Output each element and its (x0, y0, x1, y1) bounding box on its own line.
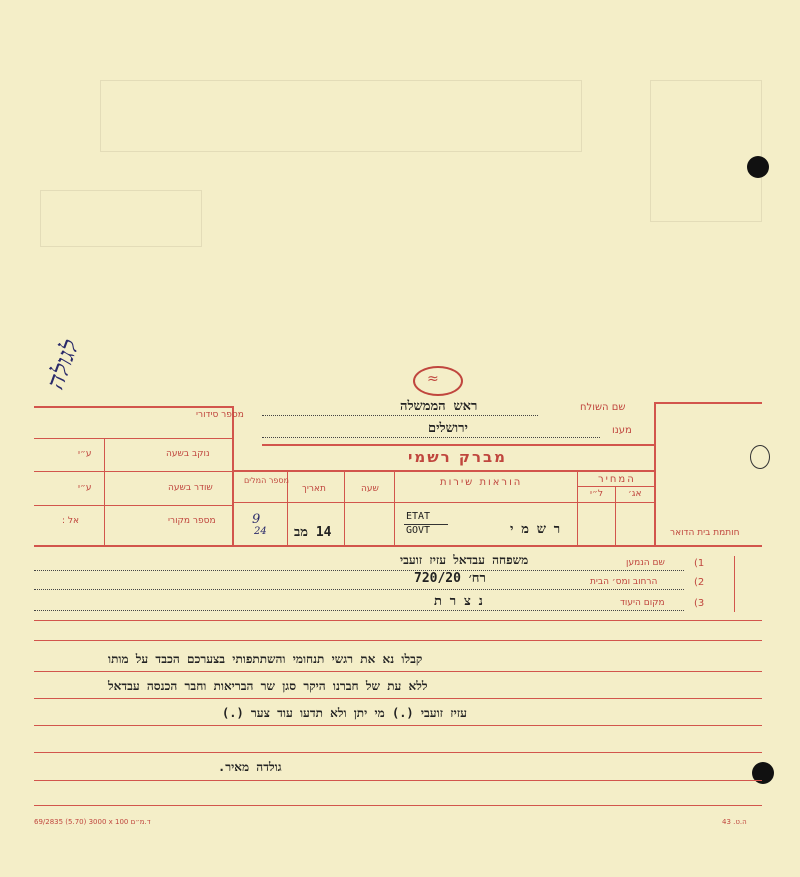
date-value: 14 מב (294, 525, 332, 540)
footer-left: 69/2835 (5.70) 3000 x 100 ד.מ״ם (34, 818, 151, 826)
deliver-label: נוקב בשעה (166, 449, 210, 459)
grid-line (34, 438, 232, 439)
num-3: 3) (694, 598, 705, 609)
govt-value: GOVT (406, 525, 431, 536)
by-label: ע״י (78, 449, 92, 459)
sender-line (262, 415, 538, 416)
address-label: מענו (612, 425, 632, 436)
by-label: ע״י (78, 483, 92, 493)
sender-label: שם השולח (580, 402, 626, 413)
price-label: המחיר (598, 474, 636, 485)
message-line-2: ללא עת של חברנו היקר סגן שר הבריאות וחבר הכנסה עבדאל (108, 679, 428, 693)
recipient-label: שם הנמען (626, 558, 665, 568)
sent-label: שודר בשעה (168, 483, 213, 493)
words-count-label: מספר המלים (244, 476, 289, 485)
street-line (34, 589, 684, 590)
message-rule (34, 698, 762, 699)
address-value: ירושלים (428, 421, 468, 436)
grid-line (577, 486, 654, 487)
post-office-logo (413, 366, 463, 396)
message-rule (34, 780, 762, 781)
street-label: הרחוב ומס׳ הבית (590, 577, 658, 587)
street-value: רח׳ 720/20 (414, 571, 486, 586)
num-2: 2) (694, 577, 705, 588)
sender-value: ראש הממשלה (400, 399, 478, 414)
message-line-3: עזיז זועבי (.) מי יתן ולא תדעו עוד צער (.) (222, 706, 467, 720)
address-line (262, 437, 600, 438)
message-rule (34, 725, 762, 726)
grid-line (232, 502, 654, 503)
frame-line (232, 406, 234, 546)
recipient-line (34, 570, 684, 571)
num-1: 1) (694, 558, 705, 569)
grid-line (34, 471, 232, 472)
frame-line (34, 640, 762, 641)
frame-line (34, 620, 762, 621)
punch-hole-outline (750, 445, 770, 469)
message-rule (34, 805, 762, 806)
message-rule (34, 752, 762, 753)
message-line-1: קבלו נא את רגשי תנחומי והשתתפותי בצערכם הכבד על מותו (108, 652, 423, 666)
grid-line (615, 486, 616, 545)
frame-line (232, 470, 654, 472)
frame-line (654, 402, 762, 404)
grid-line (104, 438, 105, 545)
message-rule (34, 671, 762, 672)
footer-right: ה.ט. 43 (722, 818, 747, 826)
place-label: מקום היעוד (620, 598, 665, 608)
hour-label: שעה (361, 484, 379, 494)
stamp-label: חותמת בית הדואר (670, 528, 740, 538)
handwritten-note: לגולה (41, 335, 85, 393)
grid-line (394, 470, 395, 545)
service-label: הוראות שירות (440, 477, 523, 488)
etat-value: ETAT (406, 511, 431, 522)
deer-icon: ≈ (427, 371, 439, 387)
source-number-label: מספר מקורי (168, 516, 216, 526)
punch-hole (747, 156, 769, 178)
words-value: 24 (254, 526, 267, 537)
grid-line (34, 505, 232, 506)
frame-line (34, 406, 232, 408)
frame-line (654, 402, 656, 546)
date-label: תאריך (302, 484, 326, 494)
to-label: אל : (62, 516, 80, 526)
serial-label: מספר סידורי (196, 410, 244, 420)
grid-line (344, 470, 345, 545)
signature: גולדה מאיר. (218, 760, 282, 774)
frame-line (34, 545, 762, 547)
words-top-value: 9 (252, 512, 261, 527)
official-value: ר ש מ י (510, 522, 561, 537)
agorot-label: אג׳ (628, 489, 642, 499)
frame-line (262, 444, 654, 446)
grid-line (577, 470, 578, 545)
recipient-value: משפחה עבדאל עזיז זועבי (400, 553, 529, 567)
ghost-print (650, 80, 762, 222)
address-side-line (734, 556, 735, 612)
ghost-print (100, 80, 582, 152)
place-line (34, 610, 684, 611)
form-title: מברק רשמי (408, 448, 507, 466)
place-value: נ צ ר ת (434, 594, 483, 609)
lira-label: ל״י (590, 489, 603, 499)
ghost-print (40, 190, 202, 247)
